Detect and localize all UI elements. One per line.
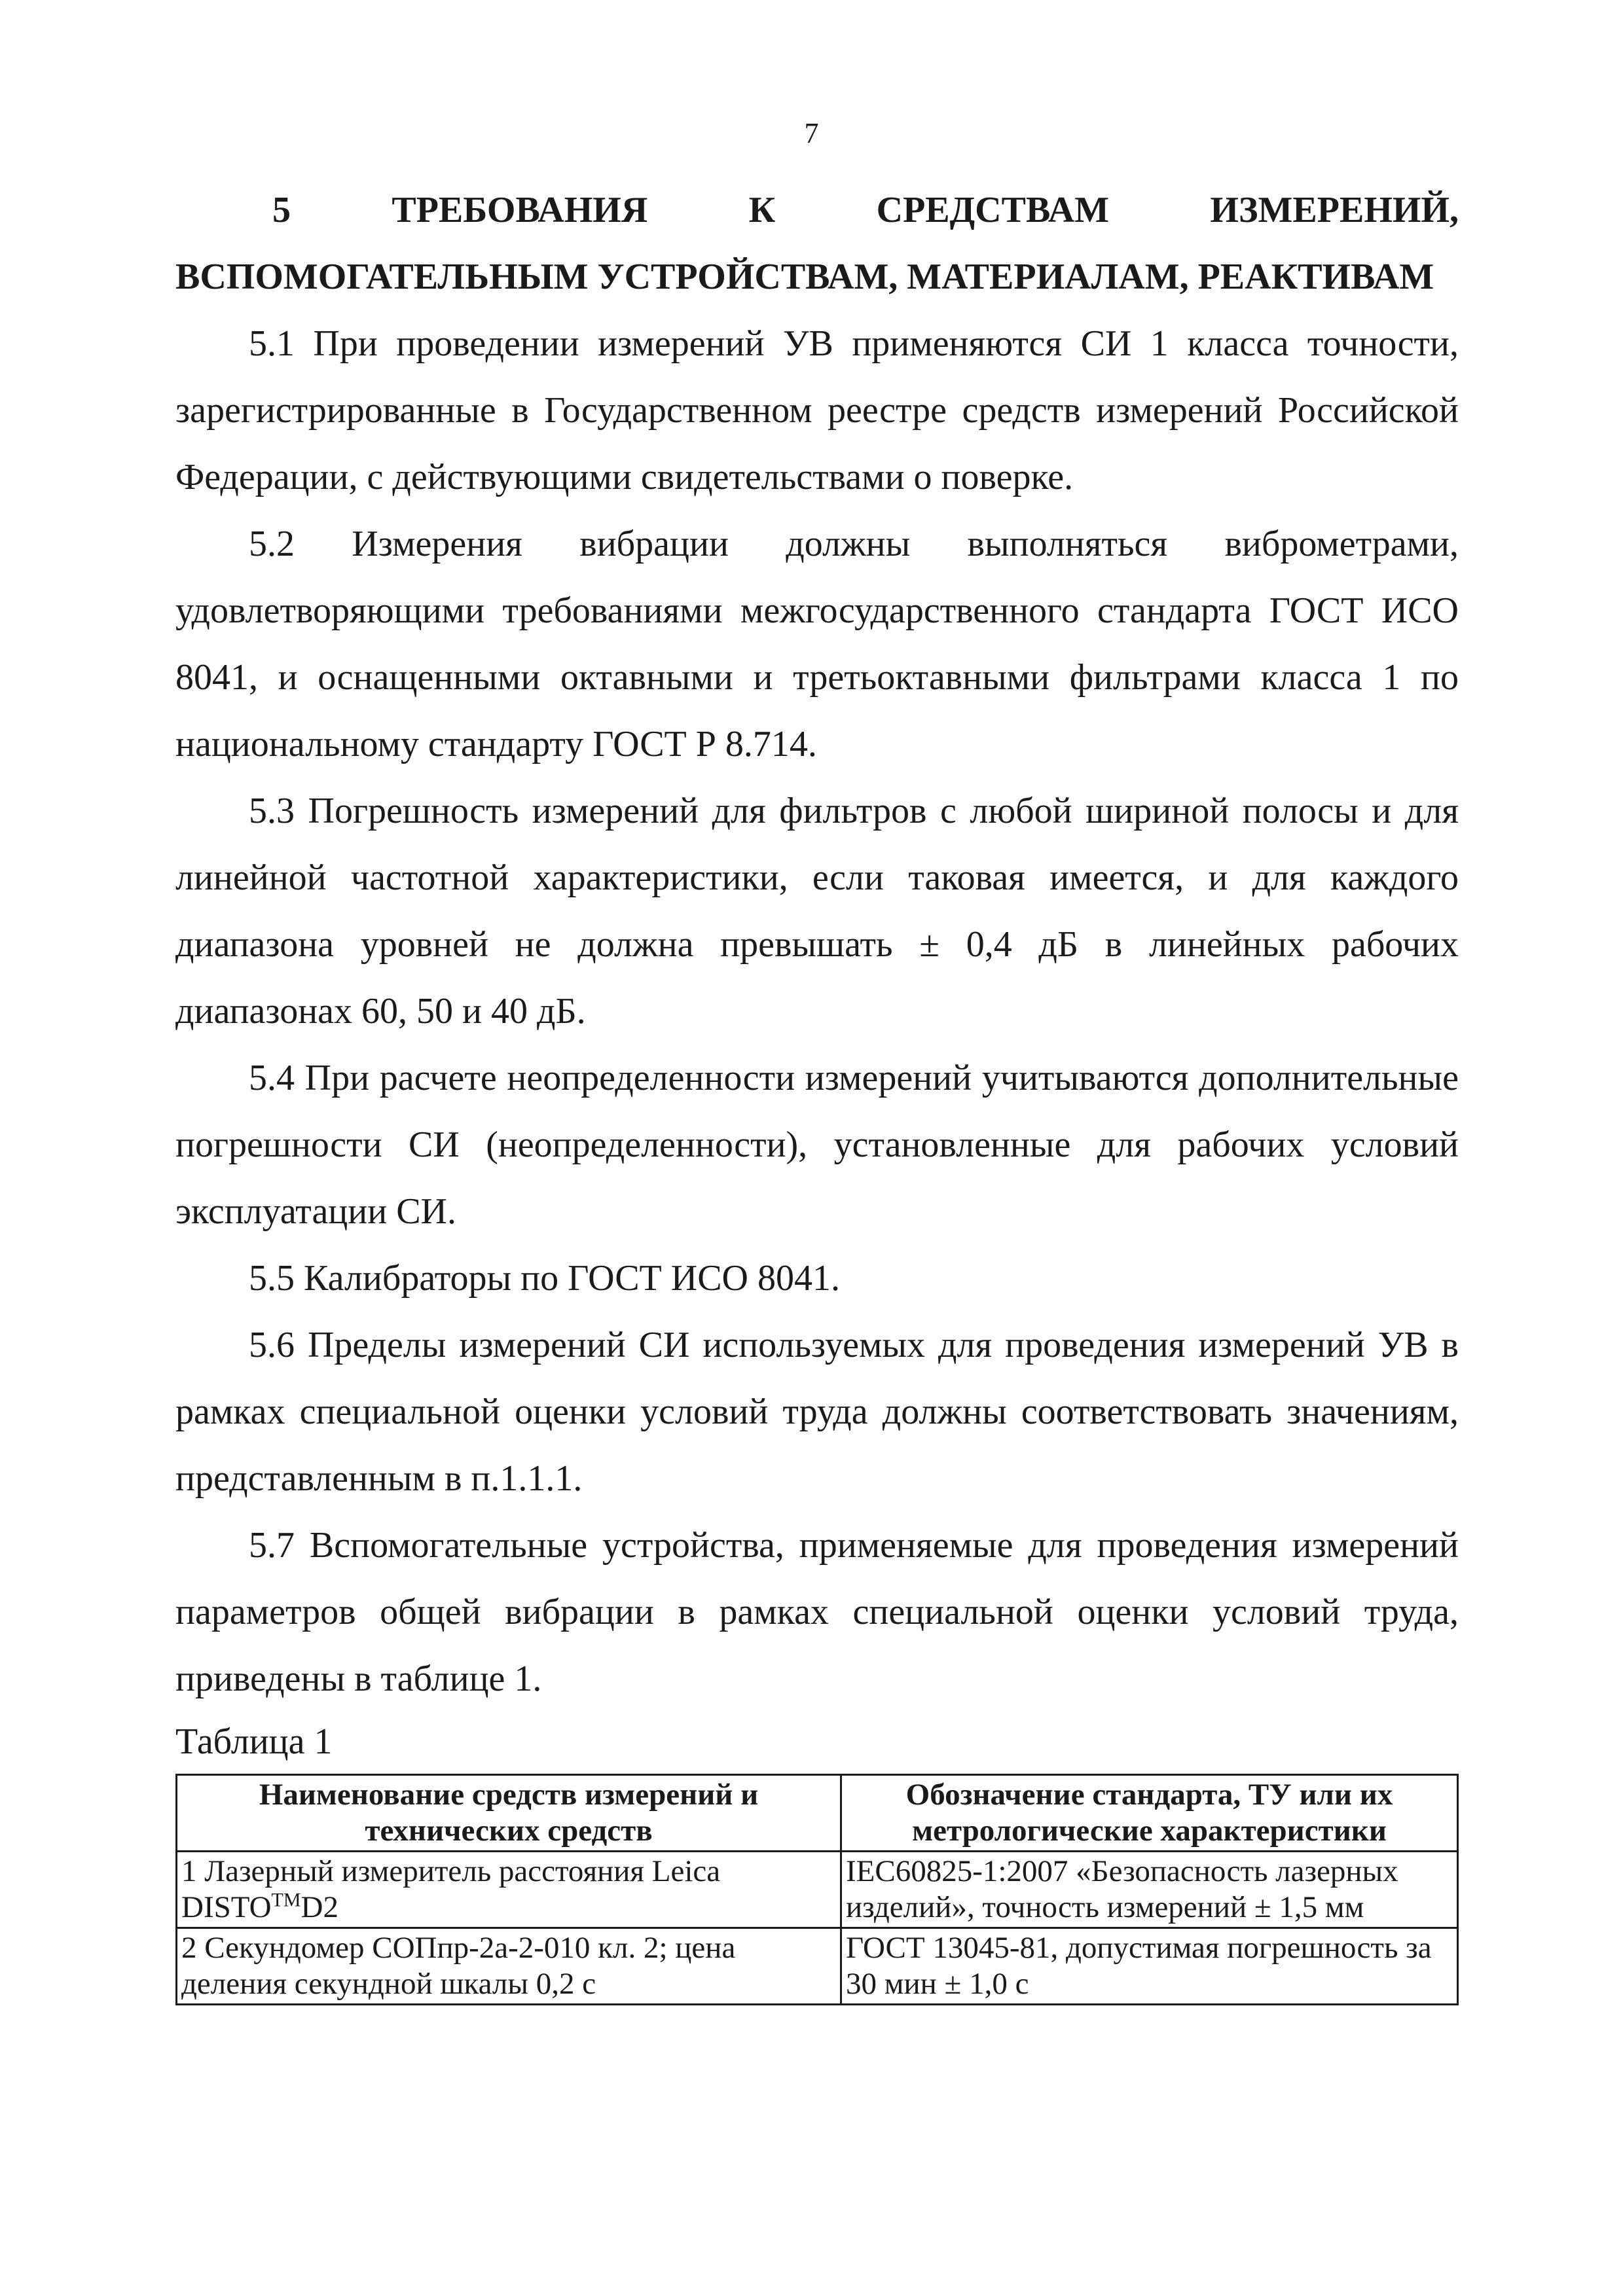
paragraph-5-5: 5.5 Калибраторы по ГОСТ ИСО 8041. [249, 1258, 840, 1299]
instrument-model-text: D2 [301, 1890, 338, 1924]
paragraph-5-3: 5.3 Погрешность измерений для фильтров с любой шириной полосы и для линейной частотной характеристики, если таковая имеется, и для каждого диапазона уровней не должна превышать ± 0,4 дБ в линейных рабочих диапазонах 60, 50 и 40 дБ. [175, 791, 1459, 1031]
table-row [177, 1852, 1458, 1928]
table-cell-instrument: 2 Секундомер СОПпр-2а-2-010 кл. 2; цена деления секундной шкалы 0,2 с [177, 1928, 841, 2005]
paragraph-5-6: 5.6 Пределы измерений СИ используемых для проведения измерений УВ в рамках специальной оценки условий труда должны соответствовать значениям, представленным в п.1.1.1. [175, 1325, 1459, 1499]
table-cell-standard: IEC60825-1:2007 «Безопасность лазерных изделий», точность измерений ± 1,5 мм [841, 1852, 1458, 1928]
section-heading: 5 ТРЕБОВАНИЯ К СРЕДСТВАМ ИЗМЕРЕНИЙ, ВСПОМОГАТЕЛЬНЫМ УСТРОЙСТВАМ, МАТЕРИАЛАМ, РЕАКТИВАМ [175, 190, 1459, 297]
paragraph-5-7: 5.7 Вспомогательные устройства, применяемые для проведения измерений параметров общей вибрации в рамках специальной оценки условий труда, приведены в таблице 1. [175, 1525, 1459, 1699]
table-cell-instrument [177, 1852, 841, 1928]
paragraph-5-4: 5.4 При расчете неопределенности измерений учитываются дополнительные погрешности СИ (неопределенности), установленные для рабочих условий эксплуатации СИ. [175, 1058, 1459, 1232]
instrument-name-text: 1 Лазерный измеритель расстояния Leica DISTO [181, 1854, 721, 1924]
table-cell-standard: ГОСТ 13045-81, допустимая погрешность за 30 мин ± 1,0 с [841, 1928, 1458, 2005]
table-row [177, 1928, 1458, 2005]
table-caption: Таблица 1 [175, 1721, 333, 1762]
paragraph-5-1: 5.1 При проведении измерений УВ применяются СИ 1 класса точности, зарегистрированные в Государственном реестре средств измерений Российской Федерации, с действующими свидетельствами о поверке. [175, 323, 1459, 497]
document-body [175, 177, 1459, 2005]
trademark-superscript: TM [271, 1889, 301, 1911]
table-header-row [177, 1775, 1458, 1852]
paragraph-5-2: 5.2 Измерения вибрации должны выполняться виброметрами, удовлетворяющими требованиями межгосударственного стандарта ГОСТ ИСО 8041, и оснащенными октавными и третьоктавными фильтрами класса 1 по национальному стандарту ГОСТ Р 8.714. [175, 524, 1459, 764]
table-header-name: Наименование средств измерений и технических средств [177, 1775, 841, 1852]
equipment-table [175, 1774, 1459, 2005]
page-number: 7 [804, 117, 819, 149]
table-header-standard: Обозначение стандарта, ТУ или их метрологические характеристики [841, 1775, 1458, 1852]
